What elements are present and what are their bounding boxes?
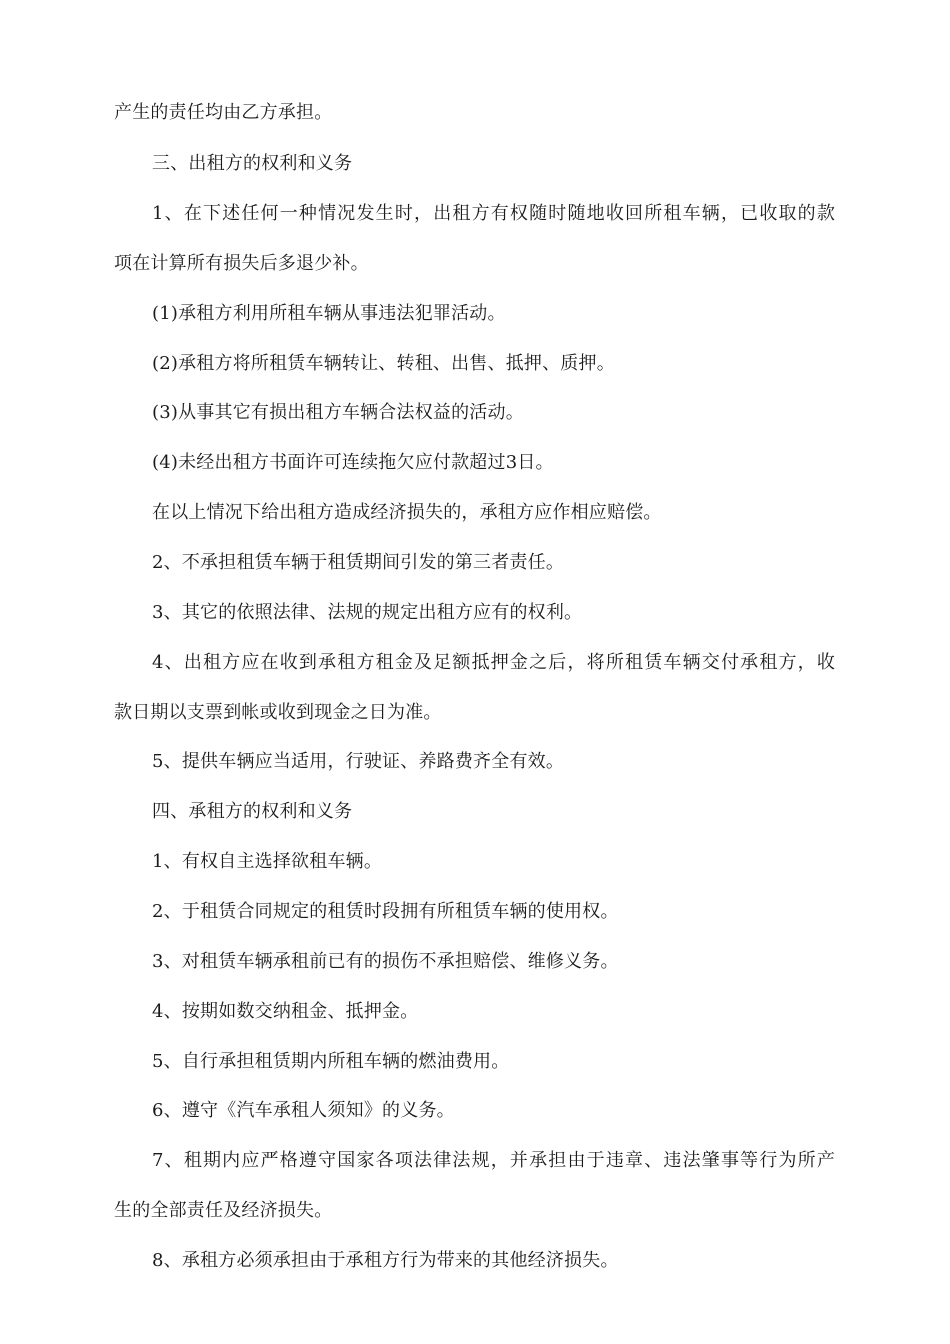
text-line: (1)承租方利用所租车辆从事违法犯罪活动。 bbox=[152, 303, 506, 324]
text-line: 2、于租赁合同规定的租赁时段拥有所租赁车辆的使用权。 bbox=[152, 901, 619, 922]
text-line: 3、其它的依照法律、法规的规定出租方应有的权利。 bbox=[152, 602, 583, 623]
section-heading: 三、出租方的权利和义务 bbox=[152, 153, 353, 174]
text-line: 6、遵守《汽车承租人须知》的义务。 bbox=[152, 1100, 455, 1121]
text-line: 8、承租方必须承担由于承租方行为带来的其他经济损失。 bbox=[152, 1250, 619, 1271]
text-line: 生的全部责任及经济损失。 bbox=[114, 1200, 333, 1221]
text-line: 项在计算所有损失后多退少补。 bbox=[114, 253, 369, 274]
text-line: 5、自行承担租赁期内所租车辆的燃油费用。 bbox=[152, 1051, 510, 1072]
text-line: 5、提供车辆应当适用，行驶证、养路费齐全有效。 bbox=[152, 751, 565, 772]
text-line: 1、有权自主选择欲租车辆。 bbox=[152, 851, 383, 872]
text-line: 2、不承担租赁车辆于租赁期间引发的第三者责任。 bbox=[152, 552, 565, 573]
section-heading: 四、承租方的权利和义务 bbox=[152, 801, 353, 822]
text-line: 1、在下述任何一种情况发生时，出租方有权随时随地收回所租车辆，已收取的款 bbox=[152, 203, 837, 224]
text-line: 在以上情况下给出租方造成经济损失的，承租方应作相应赔偿。 bbox=[152, 502, 662, 523]
text-line: 产生的责任均由乙方承担。 bbox=[114, 102, 333, 123]
text-line: (3)从事其它有损出租方车辆合法权益的活动。 bbox=[152, 402, 524, 423]
text-line: (2)承租方将所租赁车辆转让、转租、出售、抵押、质押。 bbox=[152, 353, 615, 374]
text-line: 7、租期内应严格遵守国家各项法律法规，并承担由于违章、违法肇事等行为所产 bbox=[152, 1150, 837, 1171]
text-line: 4、出租方应在收到承租方租金及足额抵押金之后，将所租赁车辆交付承租方，收 bbox=[152, 652, 837, 673]
text-line: 3、对租赁车辆承租前已有的损伤不承担赔偿、维修义务。 bbox=[152, 951, 619, 972]
text-line: (4)未经出租方书面许可连续拖欠应付款超过3日。 bbox=[152, 452, 554, 473]
text-line: 款日期以支票到帐或收到现金之日为准。 bbox=[114, 702, 442, 723]
text-line: 4、按期如数交纳租金、抵押金。 bbox=[152, 1001, 419, 1022]
